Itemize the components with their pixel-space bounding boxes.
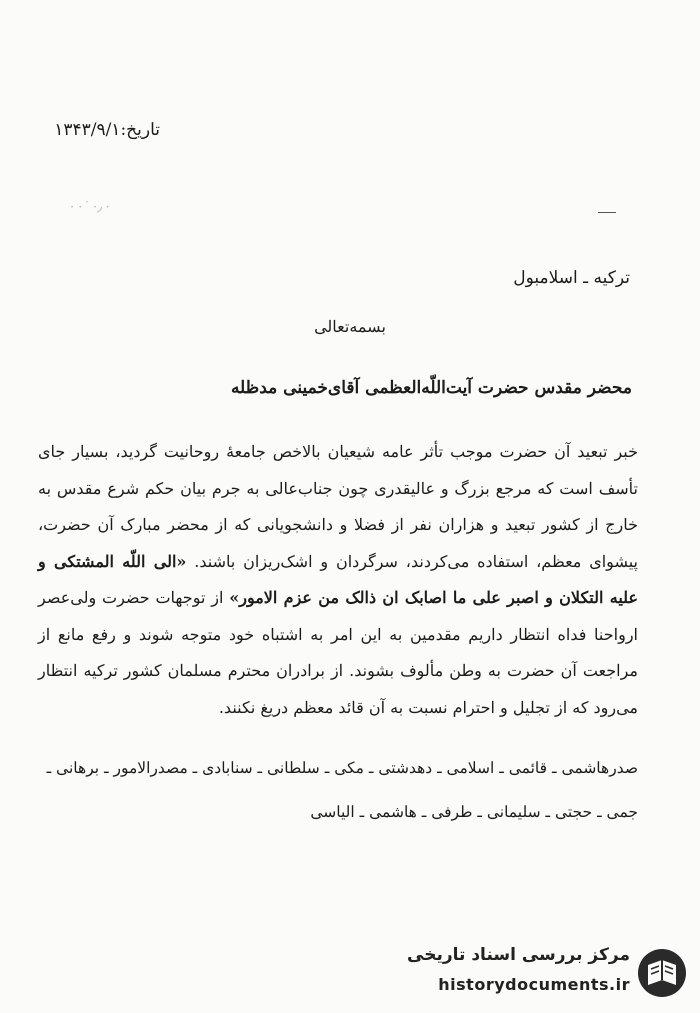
pencil-dash-mark — [598, 212, 616, 213]
pencil-smudge-mark: · ·˙ ·٫ · — [70, 200, 110, 215]
watermark-title: مرکز بررسی اسناد تاریخی — [407, 945, 630, 965]
letter-date: تاریخ:۱۳۴۳/۹/۱ — [54, 120, 160, 140]
letter-body-part1: خبر تبعید آن حضرت موجب تأثر عامه شیعیان بالاخص جامعهٔ روحانیت گردید، بسیار جای تأسف است که مرجع بزرگ و عالیقدری چون جناب‌عالی به جرم بیان حکم شرع مقدس به خارج از کشور تبعید و هزاران نفر از فضلا و دانشجویانی که از محضر مبارک آن حضرت، پیشوای معظم، استفاده می‌کردند، سرگردان و اشک‌ریزان باشند. — [38, 442, 639, 571]
letter-signatories: صدرهاشمی ـ قائمی ـ اسلامی ـ دهدشتی ـ مکی ـ سلطانی ـ سنابادی ـ مصدرالامور ـ برهانی ـ جمی ـ حجتی ـ سلیمانی ـ طرفی ـ هاشمی ـ الیاسی — [46, 759, 638, 821]
letter-invocation: بسمه‌تعالی — [314, 317, 386, 336]
letter-body — [38, 434, 638, 726]
watermark — [407, 941, 692, 1007]
watermark-url: historydocuments.ir — [438, 975, 630, 994]
archive-book-icon — [636, 947, 688, 999]
letter-addressee: محضر مقدس حضرت آیت‌اللّه‌العظمی آقای‌خمینی مدظله — [230, 378, 632, 398]
letter-destination: ترکیه ـ اسلامبول — [513, 268, 630, 288]
letter-body-quote: «الی اللّه المشتکی و علیه التکلان و اصبر علی ما اصابک ان ذالک من عزم الامور» — [38, 551, 638, 607]
letter-body-part2: از توجهات حضرت ولی‌عصر ارواحنا فداه انتظار داریم مقدمین به این امر به اشتباه خود متوجه شوند و رفع مانع از مراجعت آن حضرت به وطن مألوف بشوند. از برادران محترم مسلمان کشور ترکیه انتظار می‌رود که از تجلیل و احترام نسبت به آن قائد معظم دریغ نکنند. — [38, 588, 638, 717]
